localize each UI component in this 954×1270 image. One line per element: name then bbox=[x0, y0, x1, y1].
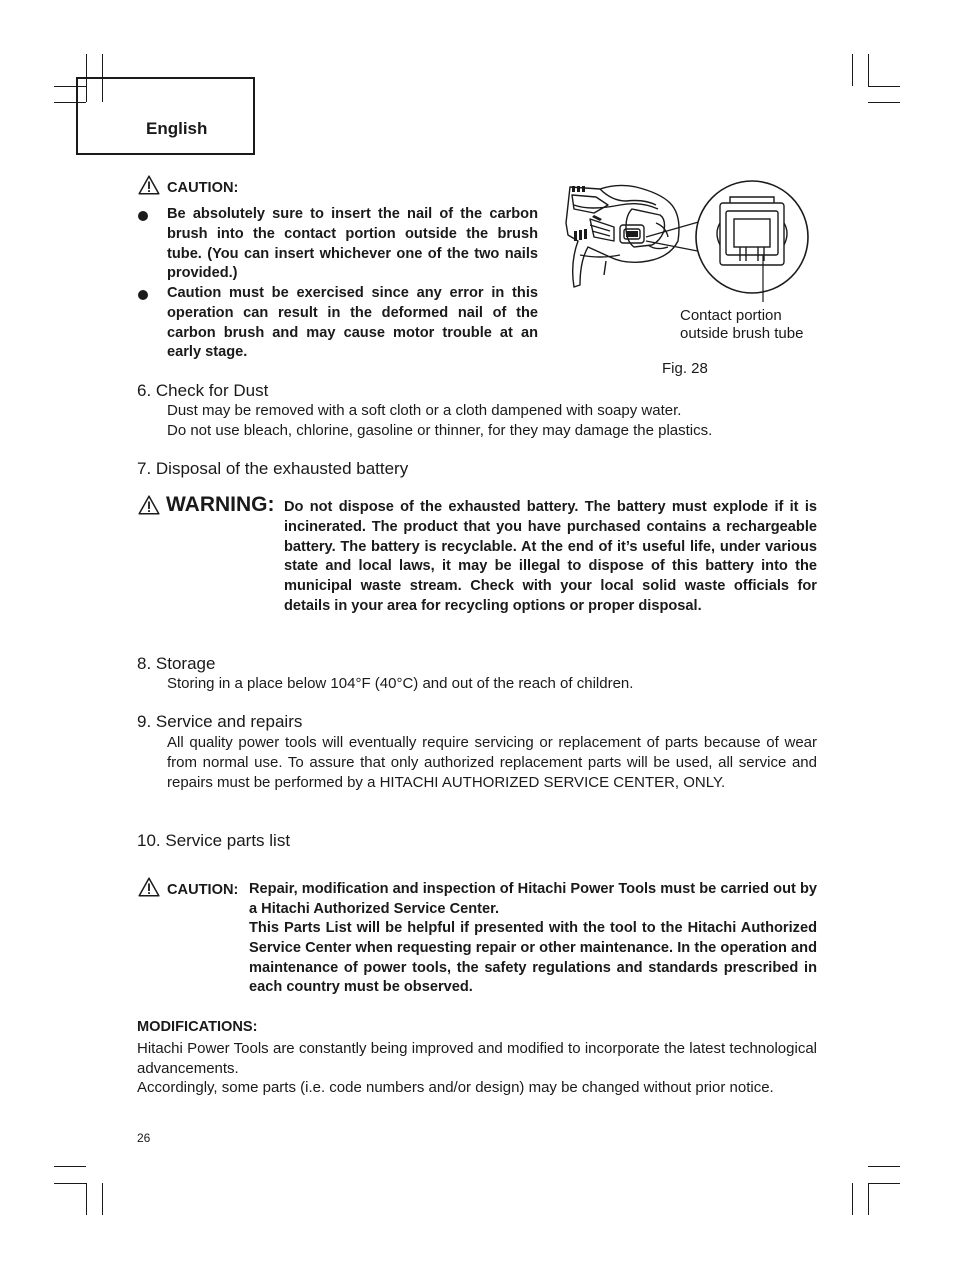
caution-label: CAUTION: bbox=[167, 882, 239, 898]
callout-line: Contact portion bbox=[680, 307, 782, 324]
section-body: Storing in a place below 104°F (40°C) and out of the reach of children. bbox=[167, 675, 634, 692]
caution-body: Repair, modification and inspection of Hitachi Power Tools must be carried out by a Hitachi Authorized Service Center. bbox=[249, 881, 817, 917]
section-body: Dust may be removed with a soft cloth or a cloth dampened with soapy water. bbox=[167, 402, 682, 419]
warning-body: Do not dispose of the exhausted battery. The battery must explode if it is incinerated. The product that you have purchased contains a rechargeable battery. The battery is recyclable. At the end of it’s useful life, under various state and local laws, it may be illegal to dispose of this battery into the municipal waste stream. Check with your local solid waste officials for details in your area for recycling options or proper disposal. bbox=[284, 499, 817, 614]
language-label: English bbox=[146, 119, 208, 138]
section-heading: 8. Storage bbox=[137, 654, 216, 673]
warning-triangle-icon bbox=[138, 877, 160, 897]
warning-label: WARNING: bbox=[166, 493, 275, 516]
page-number: 26 bbox=[137, 1131, 151, 1145]
modifications-body: Hitachi Power Tools are constantly being improved and modified to incorporate the latest technological advancements. bbox=[137, 1040, 817, 1077]
bullet-marker bbox=[138, 211, 148, 221]
figure-caption: Fig. 28 bbox=[662, 360, 708, 377]
section-body: All quality power tools will eventually require servicing or replacement of parts because of wear from normal use. To assure that only authorized replacement parts will be used, all service and repairs must be performed by a HITACHI AUTHORIZED SERVICE CENTER, ONLY. bbox=[167, 734, 817, 791]
callout-line: outside brush tube bbox=[680, 325, 804, 342]
caution-bullet-text: Be absolutely sure to insert the nail of the carbon brush into the contact portion outside the brush tube. (You can insert whichever one of the two nails provided.) bbox=[167, 206, 538, 282]
section-heading: 10. Service parts list bbox=[137, 831, 291, 850]
warning-triangle-icon bbox=[138, 175, 160, 195]
modifications-body: Accordingly, some parts (i.e. code numbers and/or design) may be changed without prior notice. bbox=[137, 1079, 774, 1096]
section-heading: 9. Service and repairs bbox=[137, 712, 303, 731]
caution-label: CAUTION: bbox=[167, 180, 239, 196]
motor-brush-illustration bbox=[560, 175, 830, 305]
warning-triangle-icon bbox=[138, 495, 160, 515]
modifications-heading: MODIFICATIONS: bbox=[137, 1019, 258, 1035]
caution-body: This Parts List will be helpful if presented with the tool to the Hitachi Authorized Service Center when requesting repair or other maintenance. In the operation and maintenance of power tools, the safety regulations and standards prescribed in each country must be observed. bbox=[249, 920, 817, 996]
language-tab bbox=[76, 77, 255, 155]
section-heading: 6. Check for Dust bbox=[137, 381, 269, 400]
section-heading: 7. Disposal of the exhausted battery bbox=[137, 459, 409, 478]
figure-callout bbox=[680, 307, 803, 343]
bullet-marker bbox=[138, 290, 148, 300]
caution-bullet-text: Caution must be exercised since any error in this operation can result in the deformed nail of the carbon brush and may cause motor trouble at an early stage. bbox=[167, 285, 538, 361]
section-body: Do not use bleach, chlorine, gasoline or thinner, for they may damage the plastics. bbox=[167, 422, 713, 439]
